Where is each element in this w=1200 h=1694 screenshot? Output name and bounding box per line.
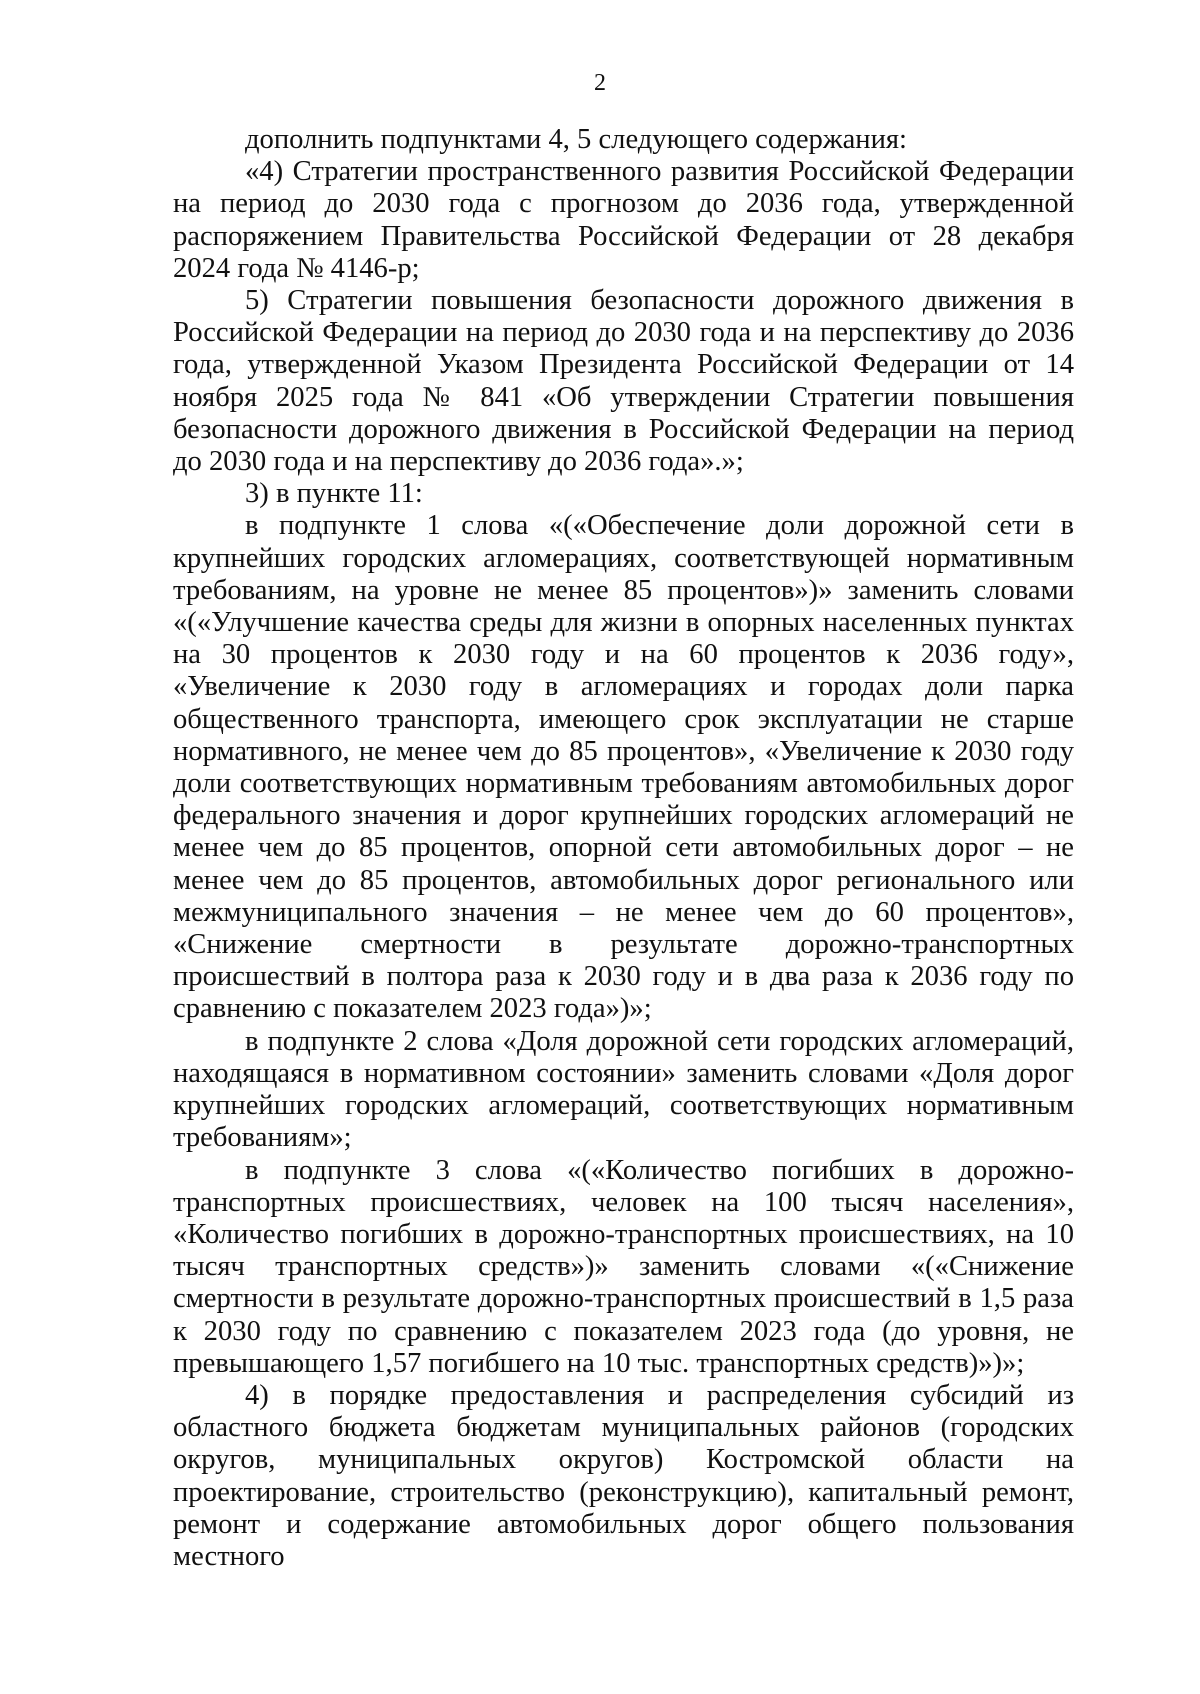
paragraph: в подпункте 1 слова «(«Обеспечение доли дорожной сети в крупнейших городских агломерациях, соответствующей нормативным требованиям, на уровне не менее 85 процентов»)» заменить словами «(«Улучшение качества среды для жизни в опорных населенных пунктах на 30 процентов к 2030 году и на 60 процентов к 2036 году», «Увеличение к 2030 году в агломерациях и городах доли парка общественного транспорта, имеющего срок эксплуатации не старше нормативного, не менее чем до 85 процентов», «Увеличение к 2030 году доли соответствующих нормативным требованиям автомобильных дорог федерального значения и дорог крупнейших городских агломераций не менее чем до 85 процентов, опорной сети автомобильных дорог – не менее чем до 85 процентов, автомобильных дорог регионального или межмуниципального значения – не менее чем до 60 процентов», «Снижение смертности в результате дорожно-транспортных происшествий в полтора раза к 2030 году и в два раза к 2036 году по сравнению с показателем 2023 года»)»; (173, 510, 1074, 1025)
paragraph: 5) Стратегии повышения безопасности дорожного движения в Российской Федерации на период до 2030 года и на перспективу до 2036 года, утвержденной Указом Президента Российской Федерации от 14 ноября 2025 года № 841 «Об утверждении Стратегии повышения безопасности дорожного движения в Российской Федерации на период до 2030 года и на перспективу до 2036 года».»; (173, 285, 1074, 478)
paragraph: в подпункте 3 слова «(«Количество погибших в дорожно-транспортных происшествиях, человек на 100 тысяч населения», «Количество погибших в дорожно-транспортных происшествиях, на 10 тысяч транспортных средств»)» заменить словами «(«Снижение смертности в результате дорожно-транспортных происшествий в 1,5 раза к 2030 году по сравнению с показателем 2023 года (до уровня, не превышающего 1,57 погибшего на 10 тыс. транспортных средств)»)»; (173, 1154, 1074, 1379)
paragraph: дополнить подпунктами 4, 5 следующего содержания: (245, 124, 907, 155)
paragraph: в подпункте 2 слова «Доля дорожной сети городских агломераций, находящаяся в нормативном состоянии» заменить словами «Доля дорог крупнейших городских агломераций, соответствующих нормативным требованиям»; (173, 1025, 1074, 1154)
paragraph: 3) в пункте 11: (245, 478, 423, 510)
paragraph: «4) Стратегии пространственного развития Российской Федерации на период до 2030 года с прогнозом до 2036 года, утвержденной распоряжением Правительства Российской Федерации от 28 декабря 2024 года № 4146-р; (173, 156, 1074, 284)
paragraph: 4) в порядке предоставления и распределения субсидий из областного бюджета бюджетам муниципальных районов (городских округов, муниципальных округов) Костромской области на проектирование, строительство (реконструкцию), капитальный ремонт, ремонт и содержание автомобильных дорог общего пользования местного (173, 1379, 1074, 1572)
page-number: 2 (594, 70, 606, 96)
document-body (173, 124, 1074, 1573)
